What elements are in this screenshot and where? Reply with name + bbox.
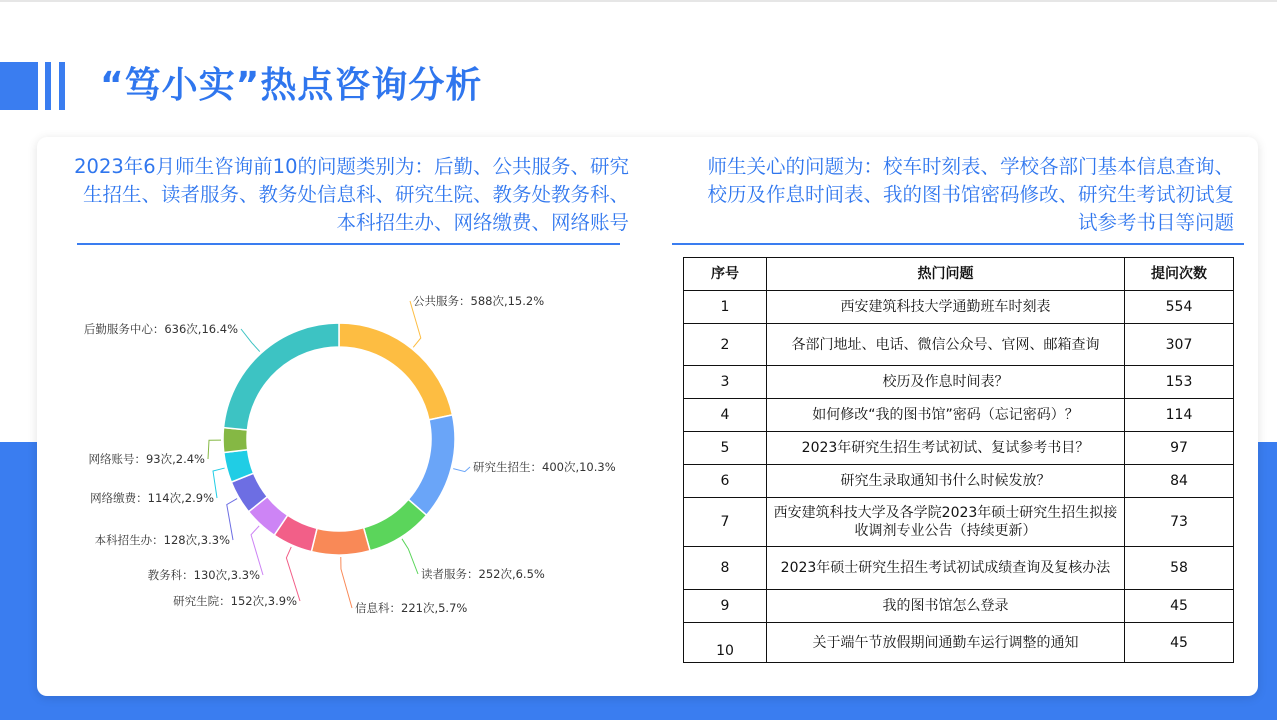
table-row xyxy=(684,465,1234,498)
row-count: 554 xyxy=(1125,291,1234,324)
row-question: 2023年硕士研究生招生考试初试成绩查询及复核办法 xyxy=(767,547,1125,590)
table-row xyxy=(684,432,1234,465)
row-count: 73 xyxy=(1125,498,1234,547)
slice-leader-line xyxy=(286,547,300,601)
table-row xyxy=(684,590,1234,623)
row-index: 10 xyxy=(684,623,767,663)
header-count: 提问次数 xyxy=(1125,258,1234,291)
row-count: 58 xyxy=(1125,547,1234,590)
top-divider xyxy=(0,0,1277,2)
slice-leader-line xyxy=(453,467,470,472)
row-question: 2023年研究生招生考试初试、复试参考书目？ xyxy=(767,432,1125,465)
title-decoration-stripe xyxy=(45,62,51,110)
table-row xyxy=(684,498,1234,547)
row-index: 3 xyxy=(684,366,767,399)
slice-label: 网络缴费：114次,2.9% xyxy=(90,491,214,505)
summary-divider xyxy=(672,243,1244,245)
table-row xyxy=(684,366,1234,399)
row-index: 9 xyxy=(684,590,767,623)
slice-label: 信息科：221次,5.7% xyxy=(355,601,468,615)
row-count: 84 xyxy=(1125,465,1234,498)
row-count: 45 xyxy=(1125,590,1234,623)
slice-leader-line xyxy=(208,440,221,459)
donut-slice xyxy=(223,428,248,453)
slice-label: 公共服务：588次,15.2% xyxy=(413,294,545,308)
slice-label: 研究生院：152次,3.9% xyxy=(173,594,297,608)
row-count: 97 xyxy=(1125,432,1234,465)
row-index: 6 xyxy=(684,465,767,498)
slice-label: 网络账号：93次,2.4% xyxy=(88,452,205,466)
slice-label: 教务科：130次,3.3% xyxy=(147,568,260,582)
row-question: 校历及作息时间表？ xyxy=(767,366,1125,399)
donut-slice xyxy=(311,528,370,555)
row-question: 我的图书馆怎么登录 xyxy=(767,590,1125,623)
category-summary: 2023年6月师生咨询前10的问题类别为：后勤、公共服务、研究生招生、读者服务、教务处信息科、研究生院、教务处教务科、本科招生办、网络缴费、网络账号 xyxy=(74,155,629,234)
row-question: 西安建筑科技大学通勤班车时刻表 xyxy=(767,291,1125,324)
question-summary: 师生关心的问题为：校车时刻表、学校各部门基本信息查询、校历及作息时间表、我的图书馆密码修改、研究生考试初试复试参考书目等问题 xyxy=(707,155,1234,234)
page-title: “笃小实”热点咨询分析 xyxy=(100,65,483,106)
header-index: 序号 xyxy=(684,258,767,291)
row-index: 5 xyxy=(684,432,767,465)
title-decoration-bar xyxy=(0,62,38,110)
row-index: 8 xyxy=(684,547,767,590)
row-count: 307 xyxy=(1125,324,1234,366)
slice-label: 本科招生办：128次,3.3% xyxy=(94,533,230,547)
donut-slice xyxy=(408,415,455,515)
row-index: 2 xyxy=(684,324,767,366)
slice-label: 后勤服务中心：636次,16.4% xyxy=(83,322,238,336)
table-row xyxy=(684,623,1234,663)
table-header-row xyxy=(684,258,1234,291)
row-index: 1 xyxy=(684,291,767,324)
donut-slice xyxy=(224,323,339,430)
row-index: 4 xyxy=(684,399,767,432)
table-row xyxy=(684,547,1234,590)
row-count: 45 xyxy=(1125,623,1234,663)
row-question: 关于端午节放假期间通勤车运行调整的通知 xyxy=(767,623,1125,663)
content-card xyxy=(37,137,1258,696)
row-question: 如何修改“我的图书馆”密码（忘记密码）？ xyxy=(767,399,1125,432)
row-count: 114 xyxy=(1125,399,1234,432)
slice-label: 读者服务：252次,6.5% xyxy=(421,567,545,581)
slice-leader-line xyxy=(213,468,225,498)
slice-leader-line xyxy=(402,539,418,574)
slice-leader-line xyxy=(241,329,260,352)
row-count: 153 xyxy=(1125,366,1234,399)
table-row xyxy=(684,291,1234,324)
donut-slice xyxy=(339,323,452,420)
table-row xyxy=(684,399,1234,432)
hot-questions-table xyxy=(683,257,1234,663)
title-decoration-stripe xyxy=(59,62,65,110)
row-question: 各部门地址、电话、微信公众号、官网、邮箱查询 xyxy=(767,324,1125,366)
row-question: 研究生录取通知书什么时候发放？ xyxy=(767,465,1125,498)
donut-slice xyxy=(364,499,427,550)
slice-label: 研究生招生：400次,10.3% xyxy=(473,460,616,474)
header-question: 热门问题 xyxy=(767,258,1125,291)
slice-leader-line xyxy=(341,557,352,608)
row-question: 西安建筑科技大学及各学院2023年硕士研究生招生拟接收调剂专业公告（持续更新） xyxy=(767,498,1125,547)
table-row xyxy=(684,324,1234,366)
row-index: 7 xyxy=(684,498,767,547)
donut-chart xyxy=(37,137,657,696)
